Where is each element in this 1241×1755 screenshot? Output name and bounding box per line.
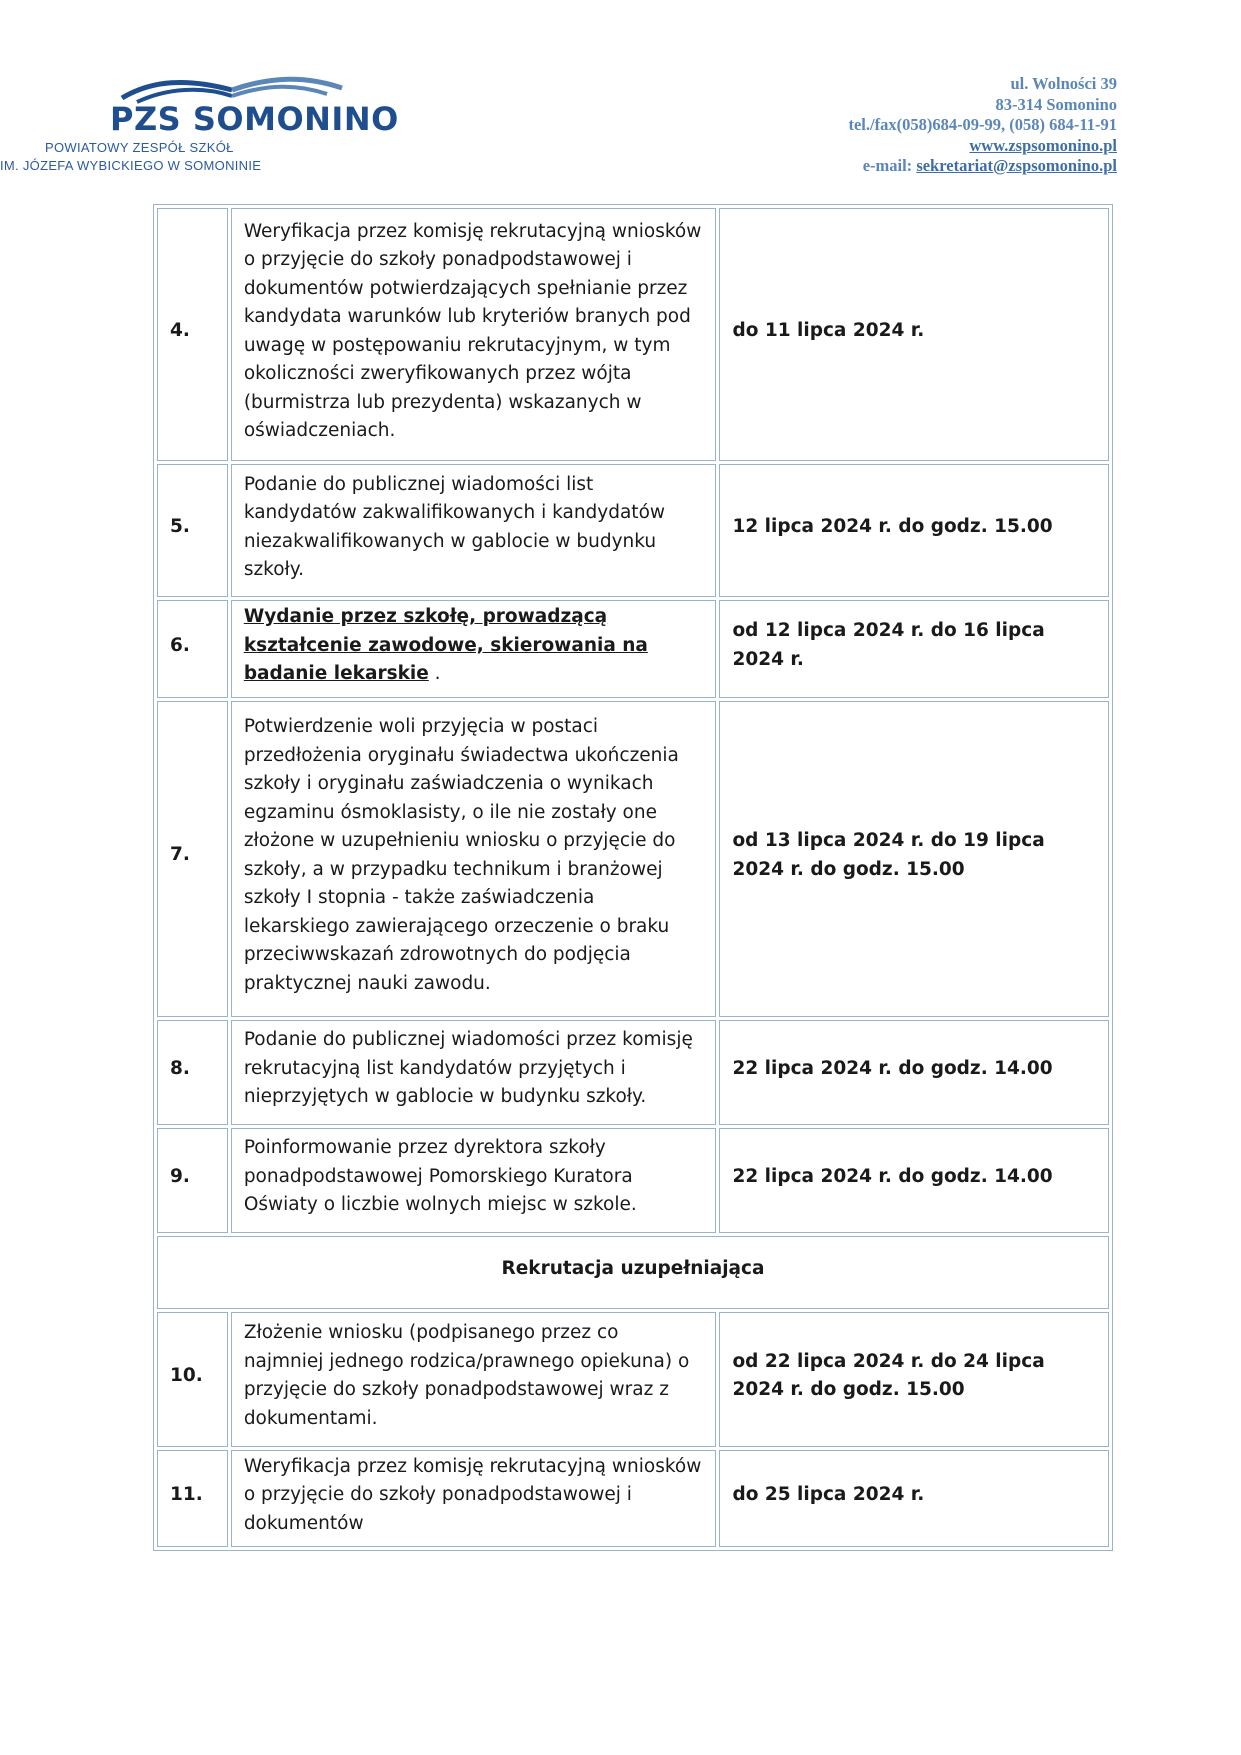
address-city: 83-314 Somonino (995, 94, 1117, 114)
row-number: 5. (157, 464, 228, 597)
section-title: Rekrutacja uzupełniająca (157, 1236, 1109, 1309)
table-row (157, 1312, 1109, 1447)
table-row (157, 1020, 1109, 1125)
phone-fax: tel./fax(058)684-09-99, (058) 684-11-91 (848, 115, 1117, 134)
table-row (157, 1450, 1109, 1548)
section-row (157, 1236, 1109, 1309)
logo-subtitle-1: POWIATOWY ZESPÓŁ SZKÓŁ (45, 140, 234, 155)
row-date: 22 lipca 2024 r. do godz. 14.00 (719, 1020, 1109, 1125)
row-date: do 11 lipca 2024 r. (719, 208, 1109, 461)
table-row (157, 1128, 1109, 1233)
row-date: od 22 lipca 2024 r. do 24 lipca 2024 r. do godz. 15.00 (719, 1312, 1109, 1447)
email-label: e-mail: (862, 156, 917, 175)
row-date: 22 lipca 2024 r. do godz. 14.00 (719, 1128, 1109, 1233)
row-number: 9. (157, 1128, 228, 1233)
row-date: od 13 lipca 2024 r. do 19 lipca 2024 r. do godz. 15.00 (719, 701, 1109, 1017)
row-description: Weryfikacja przez komisję rekrutacyjną wniosków o przyjęcie do szkoły ponadpodstawowej i dokumentów potwierdzających spełnianie przez kandydata warunków lub kryteriów branych pod uwagę w postępowaniu rekrutacyjnym, w tym okoliczności zweryfikowanych przez wójta (burmistrza lub prezydenta) wskazanych w oświadczeniach. (231, 208, 717, 461)
table-row (157, 208, 1109, 461)
row-number: 4. (157, 208, 228, 461)
row-description: Poinformowanie przez dyrektora szkoły ponadpodstawowej Pomorskiego Kuratora Oświaty o liczbie wolnych miejsc w szkole. (231, 1128, 717, 1233)
row-number: 10. (157, 1312, 228, 1447)
recruitment-schedule-table (153, 204, 1113, 1551)
logo-title: PZS SOMONINO (110, 100, 399, 138)
row-description: Weryfikacja przez komisję rekrutacyjną wniosków o przyjęcie do szkoły ponadpodstawowej i dokumentów (231, 1450, 717, 1548)
row-description: Podanie do publicznej wiadomości list kandydatów zakwalifikowanych i kandydatów niezakwalifikowanych w gablocie w budynku szkoły. (231, 464, 717, 597)
row-number: 7. (157, 701, 228, 1017)
row-date: 12 lipca 2024 r. do godz. 15.00 (719, 464, 1109, 597)
row-number: 8. (157, 1020, 228, 1125)
email-link[interactable]: sekretariat@zspsomonino.pl (916, 156, 1117, 175)
contact-block (848, 74, 1117, 177)
table-row (157, 600, 1109, 698)
row-description-suffix: . (428, 663, 441, 684)
row-description: Potwierdzenie woli przyjęcia w postaci przedłożenia oryginału świadectwa ukończenia szkoły i oryginału zaświadczenia o wynikach egzaminu ósmoklasisty, o ile nie zostały one złożone w uzupełnieniu wniosku o przyjęcie do szkoły, a w przypadku technikum i branżowej szkoły I stopnia - także zaświadczenia lekarskiego zawierającego orzeczenie o braku przeciwwskazań zdrowotnych do podjęcia praktycznej nauki zawodu. (231, 701, 717, 1017)
row-number: 6. (157, 600, 228, 698)
row-number: 11. (157, 1450, 228, 1548)
address-street: ul. Wolności 39 (1010, 74, 1117, 93)
row-description (231, 600, 717, 698)
row-date: od 12 lipca 2024 r. do 16 lipca 2024 r. (719, 600, 1109, 698)
table-row (157, 464, 1109, 597)
row-description: Złożenie wniosku (podpisanego przez co najmniej jednego rodzica/prawnego opiekuna) o przyjęcie do szkoły ponadpodstawowej wraz z dokumentami. (231, 1312, 717, 1447)
row-description-underlined: Wydanie przez szkołę, prowadzącą kształcenie zawodowe, skierowania na badanie lekarskie (243, 606, 648, 684)
row-date: do 25 lipca 2024 r. (719, 1450, 1109, 1548)
logo-subtitle-2: IM. JÓZEFA WYBICKIEGO W SOMONINIE (0, 158, 262, 173)
row-description: Podanie do publicznej wiadomości przez komisję rekrutacyjną list kandydatów przyjętych i nieprzyjętych w gablocie w budynku szkoły. (231, 1020, 717, 1125)
table-row (157, 701, 1109, 1017)
website-link[interactable]: www.zspsomonino.pl (969, 135, 1117, 155)
